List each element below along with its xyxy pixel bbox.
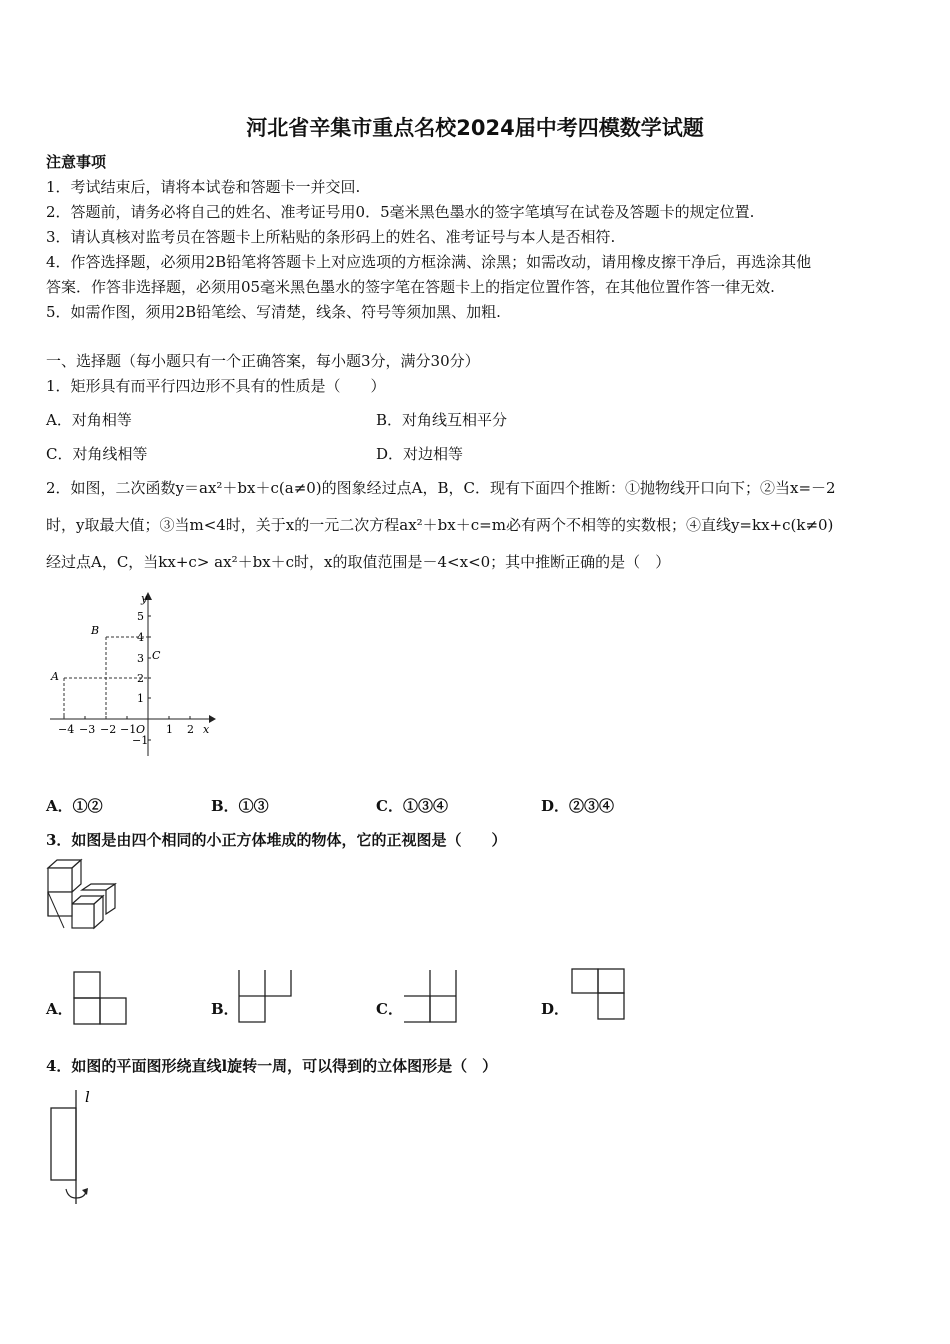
y-tick-label: −1 xyxy=(132,734,149,747)
q1-option-c[interactable]: C．对角线相等 xyxy=(46,445,148,463)
notice-item: 3．请认真核对监考员在答题卡上所粘贴的条形码上的姓名、准考证号与本人是否相符. xyxy=(46,228,616,246)
x-tick-label: 2 xyxy=(187,723,194,736)
question-1-stem: 1．矩形具有而平行四边形不具有的性质是（ ） xyxy=(46,377,386,395)
x-tick-label: −2 xyxy=(100,723,117,736)
point-c-label: C xyxy=(152,649,161,662)
plane-rectangle xyxy=(51,1108,76,1180)
page-title: 河北省辛集市重点名校2024届中考四模数学试题 xyxy=(246,116,704,140)
question-4-stem: 4．如图的平面图形绕直线l旋转一周，可以得到的立体图形是（ ） xyxy=(46,1057,498,1075)
q4-rotation-figure xyxy=(44,1086,104,1208)
q1-option-a[interactable]: A．对角相等 xyxy=(46,411,132,429)
q3-option-d-figure[interactable] xyxy=(570,967,626,1021)
q3-option-b-figure[interactable] xyxy=(237,968,293,1024)
q1-option-d[interactable]: D．对边相等 xyxy=(376,445,464,463)
notice-item: 4．作答选择题，必须用2B铅笔将答题卡上对应选项的方框涂满、涂黑；如需改动，请用橡皮擦干净后，再选涂其他 xyxy=(46,253,812,271)
origin-label: O xyxy=(136,723,146,736)
y-axis-label: y xyxy=(141,592,148,605)
q2-coordinate-graph xyxy=(44,588,219,758)
q3-option-a-figure[interactable] xyxy=(72,970,128,1026)
notice-item: 5．如需作图，须用2B铅笔绘、写清楚，线条、符号等须加黑、加粗. xyxy=(46,303,501,321)
notice-heading: 注意事项 xyxy=(46,153,107,171)
q2-option-d[interactable]: D．②③④ xyxy=(541,797,615,815)
x-tick-label: −1 xyxy=(120,723,137,736)
q2-option-a[interactable]: A．①② xyxy=(46,797,103,815)
question-2-line-2: 时，y取最大值；③当m<4时，关于x的一元二次方程ax²＋bx＋c=m必有两个不相等的实数根；④直线y=kx+c(k≠0) xyxy=(46,516,834,534)
question-2-line-3: 经过点A，C，当kx+c> ax²＋bx＋c时，x的取值范围是－4<x<0；其中推断正确的是（ ） xyxy=(46,553,671,571)
point-b-label: B xyxy=(91,624,100,637)
section-heading: 一、选择题（每小题只有一个正确答案，每小题3分，满分30分） xyxy=(46,352,480,370)
y-tick-label: 4 xyxy=(137,631,144,644)
rotation-axis-label: l xyxy=(85,1088,90,1106)
q1-option-b[interactable]: B．对角线互相平分 xyxy=(376,411,508,429)
q3-option-d[interactable]: D． xyxy=(541,1000,570,1018)
q2-option-c[interactable]: C．①③④ xyxy=(376,797,448,815)
x-axis-label: x xyxy=(203,723,210,736)
q3-option-a[interactable]: A． xyxy=(46,1000,73,1018)
x-tick-label: 1 xyxy=(166,723,173,736)
q3-option-c-figure[interactable] xyxy=(402,968,460,1024)
q3-cube-stack-figure xyxy=(44,856,124,940)
notice-item: 答案．作答非选择题，必须用05毫米黑色墨水的签字笔在答题卡上的指定位置作答，在其他位置作答一律无效. xyxy=(46,278,775,296)
q3-option-b[interactable]: B． xyxy=(211,1000,239,1018)
q3-option-c[interactable]: C． xyxy=(376,1000,403,1018)
y-tick-label: 5 xyxy=(137,610,144,623)
y-tick-label: 3 xyxy=(137,652,144,665)
question-3-stem: 3．如图是由四个相同的小正方体堆成的物体，它的正视图是（ ） xyxy=(46,831,507,849)
q2-option-b[interactable]: B．①③ xyxy=(211,797,269,815)
x-axis-arrow xyxy=(209,715,216,723)
y-tick-label: 2 xyxy=(137,672,144,685)
x-tick-label: −3 xyxy=(79,723,96,736)
notice-item: 2．答题前，请务必将自己的姓名、准考证号用0．5毫米黑色墨水的签字笔填写在试卷及答题卡的规定位置. xyxy=(46,203,755,221)
y-tick-label: 1 xyxy=(137,692,144,705)
x-tick-label: −4 xyxy=(58,723,75,736)
point-a-label: A xyxy=(51,670,59,683)
notice-item: 1．考试结束后，请将本试卷和答题卡一并交回. xyxy=(46,178,361,196)
question-2-line-1: 2．如图，二次函数y＝ax²＋bx＋c(a≠0)的图象经过点A，B，C．现有下面四个推断：①抛物线开口向下；②当x=－2 xyxy=(46,479,836,497)
